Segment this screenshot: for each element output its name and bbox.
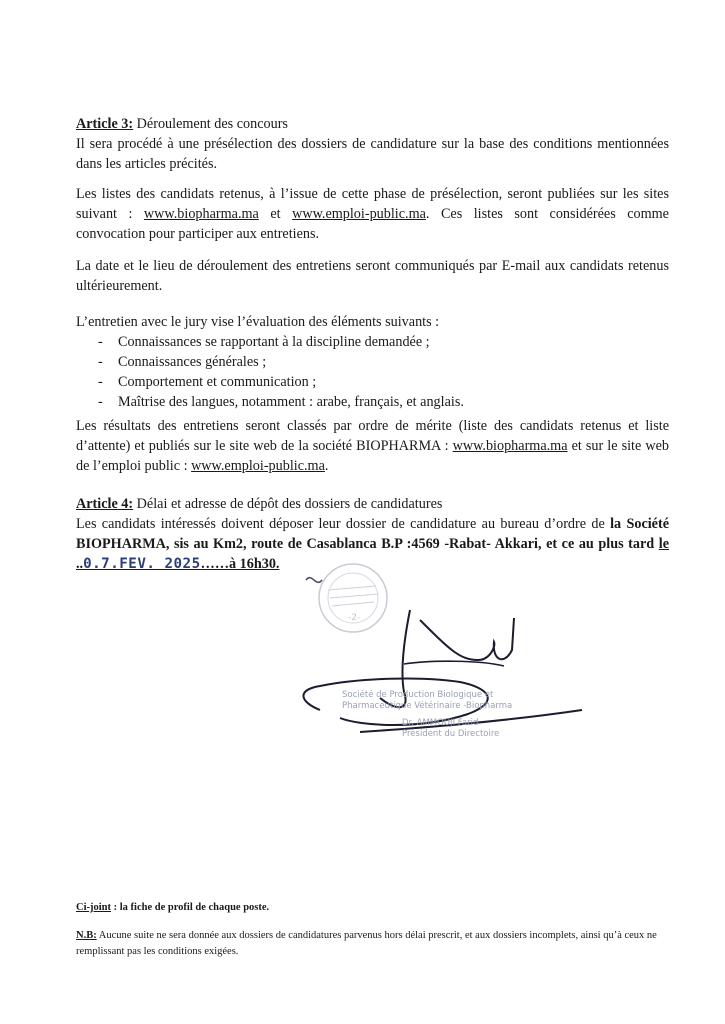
article3-heading (76, 114, 669, 134)
deadline-prefix: le .. (76, 536, 669, 572)
biopharma-link-1[interactable]: www.biopharma.ma (143, 206, 259, 222)
attachment-label: Ci-joint (76, 902, 111, 913)
article4-heading (76, 494, 669, 514)
article3-paragraph-5-text-c: . (324, 458, 329, 474)
svg-text:-2-: -2- (348, 613, 361, 623)
list-item: - Connaissances se rapportant à la discipline demandée ; (76, 332, 669, 352)
signatory-title: Président du Directoire (402, 729, 500, 739)
article3-paragraph-2 (76, 184, 669, 244)
article3-paragraph-5-text-a: Les résultats des entretiens seront classés par ordre de mérite (liste des candidats retenus et liste d’attente) et publiés sur le site web de la société BIOPHARMA : (76, 418, 669, 454)
stamp-company: Société de Production Biologique et Pharmaceutique Vétérinaire -Biopharma (342, 690, 513, 711)
emploi-public-link-1[interactable]: www.emploi-public.ma (292, 206, 426, 222)
article4-label: Article 4: (76, 496, 134, 512)
emploi-public-link-2[interactable]: www.emploi-public.ma (191, 458, 325, 474)
article3-paragraph-2-text-a: Les listes des candidats retenus, à l’issue de cette phase de présélection, seront publiées sur les sites suivant : (76, 186, 669, 222)
deadline-date-stamp: 0.7.FEV. 2025 (83, 556, 201, 572)
deadline-suffix: ……à 16h30. (200, 556, 280, 572)
article3-title: Déroulement des concours (133, 116, 288, 132)
article3-evaluation (76, 312, 669, 412)
nb-label: N.B: (76, 930, 97, 941)
article4-text: Les candidats intéressés doivent déposer leur dossier de candidature au bureau d’ordre de (76, 516, 611, 532)
evaluation-list (76, 332, 669, 412)
article3-paragraph-4: L’entretien avec le jury vise l’évaluation des éléments suivants : (76, 314, 440, 330)
article3-section (76, 114, 669, 174)
nb-note (76, 928, 669, 960)
list-item: - Comportement et communication ; (76, 372, 669, 392)
biopharma-link-2[interactable]: www.biopharma.ma (452, 438, 568, 454)
article3-paragraph-5 (76, 416, 669, 476)
nb-text: Aucune suite ne sera donnée aux dossiers de candidatures parvenus hors délai prescrit, et aux dossiers incomplets, ainsi qu’à ceux ne remplissant pas les conditions exigées. (76, 930, 657, 957)
article3-paragraph-2-text-b: et (258, 206, 293, 222)
official-stamp (342, 690, 558, 740)
article4-address: la Société BIOPHARMA, sis au Km2, route de Casablanca B.P :4569 -Rabat- Akkari, et ce au plus tard (76, 516, 669, 552)
article3-paragraph-2-text-c: . Ces listes sont considérées comme convocation pour participer aux entretiens. (76, 206, 669, 242)
article3-paragraph-1: Il sera procédé à une présélection des dossiers de candidature sur la base des conditions mentionnées dans les articles précités. (76, 136, 669, 172)
article3-label: Article 3: (76, 116, 134, 132)
list-item: - Connaissances générales ; (76, 352, 669, 372)
attachment-note (76, 900, 669, 916)
attachment-text: : la fiche de profil de chaque poste. (111, 902, 270, 913)
list-item: - Maîtrise des langues, notamment : arabe, français, et anglais. (76, 392, 669, 412)
signatory-name: Dr. AMMOUJI Farid (402, 718, 479, 728)
article3-paragraph-3: La date et le lieu de déroulement des entretiens seront communiqués par E-mail aux candidats retenus ultérieurement. (76, 258, 669, 294)
article4-title: Délai et adresse de dépôt des dossiers de candidatures (133, 496, 443, 512)
article3-paragraph-5-text-b: et sur le site web de l’emploi public : (76, 438, 669, 474)
